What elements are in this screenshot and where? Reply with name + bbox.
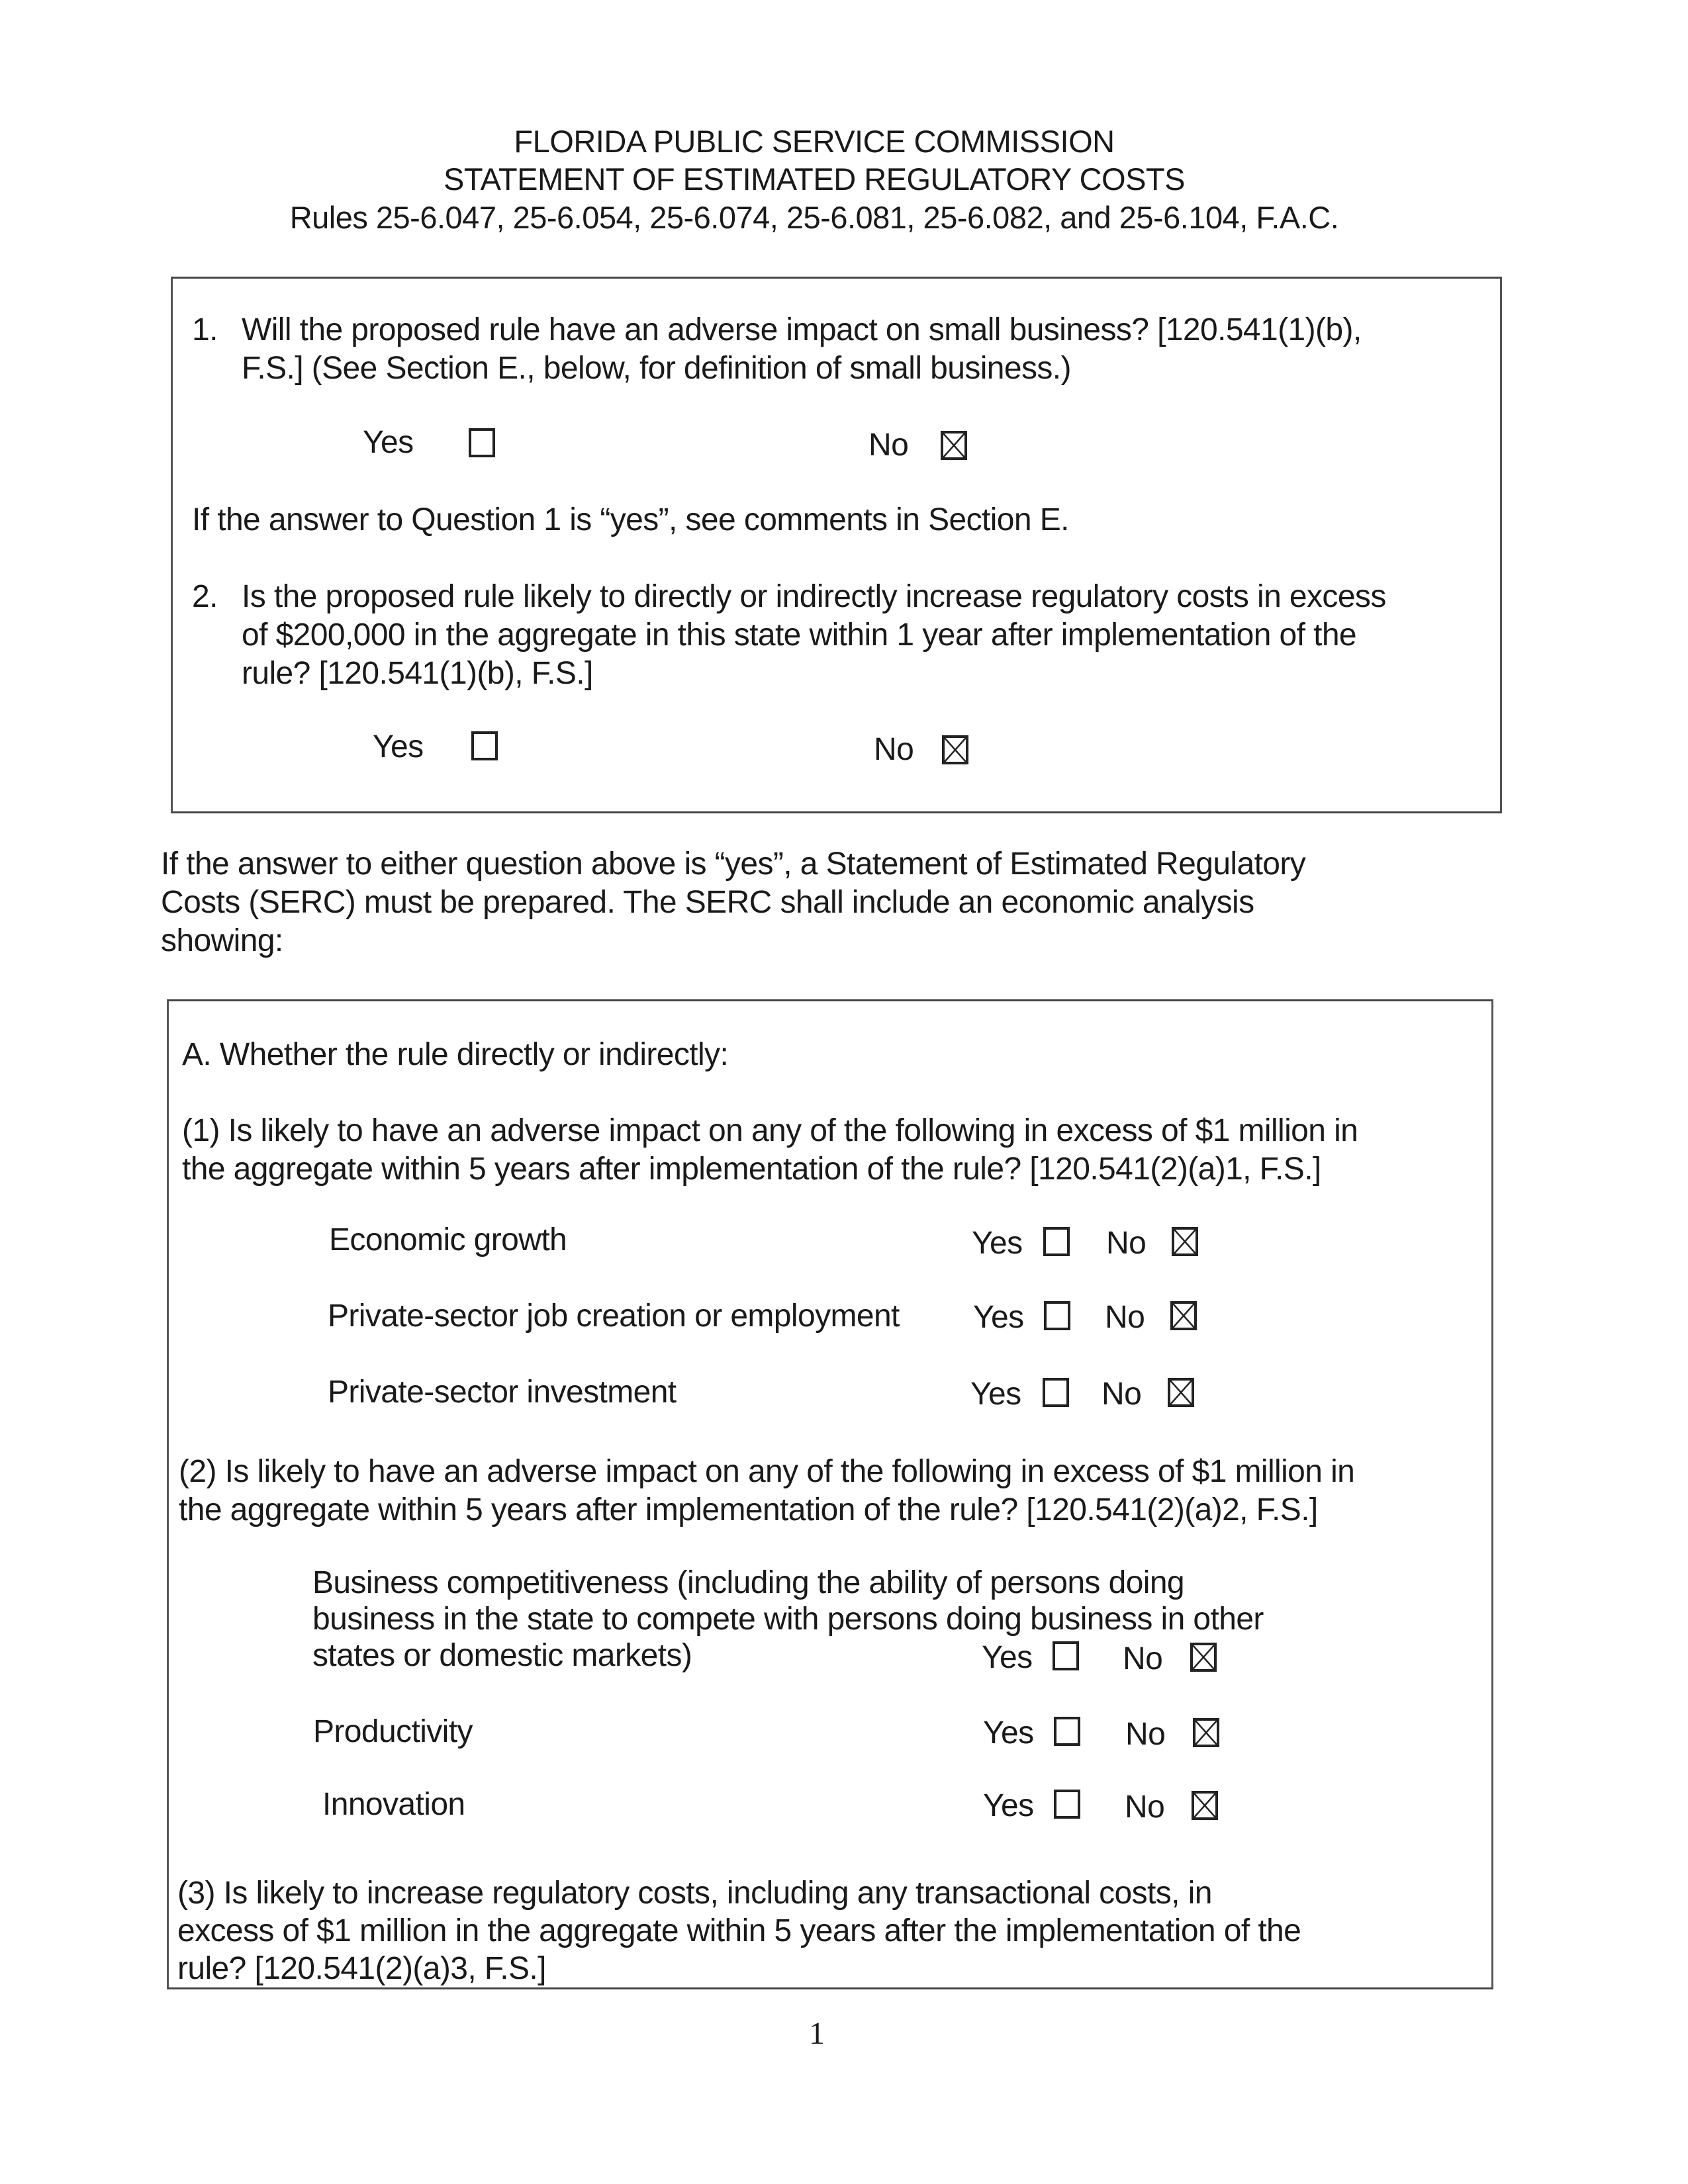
item-business-competitiveness-line2: business in the state to compete with persons doing business in other [312, 1602, 1264, 1637]
header-rules: Rules 25-6.047, 25-6.054, 25-6.074, 25-6.081, 25-6.082, and 25-6.104, F.A.C. [289, 200, 1339, 235]
q1-note: If the answer to Question 1 is “yes”, see comments in Section E. [192, 502, 1069, 537]
q2-text-line3: rule? [120.541(1)(b), F.S.] [242, 656, 593, 691]
item-business-competitiveness-line1: Business competitiveness (including the ability of persons doing [312, 1565, 1185, 1600]
economic-growth-yes-checkbox[interactable] [1043, 1227, 1070, 1256]
competitiveness-yes-checkbox[interactable] [1053, 1641, 1079, 1670]
q1-yes-checkbox[interactable] [469, 428, 495, 457]
q1-no-label: No [868, 428, 909, 463]
checkmark-x-icon [1174, 1230, 1196, 1253]
q2-no-checkbox[interactable] [942, 735, 968, 764]
job-creation-yes-label: Yes [973, 1300, 1024, 1335]
checkmark-x-icon [1173, 1304, 1194, 1328]
investment-no-label: No [1102, 1377, 1142, 1412]
item-private-investment: Private-sector investment [328, 1375, 677, 1410]
economic-growth-no-label: No [1106, 1226, 1147, 1261]
q2-no-label: No [874, 732, 914, 767]
item-innovation: Innovation [322, 1787, 465, 1822]
part3-text-line3: rule? [120.541(2)(a)3, F.S.] [177, 1951, 546, 1986]
q2-yes-label: Yes [373, 729, 424, 764]
investment-yes-label: Yes [970, 1377, 1021, 1412]
economic-growth-yes-label: Yes [972, 1226, 1023, 1261]
investment-no-checkbox[interactable] [1168, 1378, 1194, 1407]
part3-text-line2: excess of $1 million in the aggregate within 5 years after the implementation of the [177, 1913, 1301, 1948]
economic-growth-no-checkbox[interactable] [1172, 1227, 1198, 1256]
q1-number: 1. [192, 312, 218, 347]
part1-text-line2: the aggregate within 5 years after implementation of the rule? [120.541(2)(a)1, F.S.] [182, 1152, 1321, 1187]
part1-text-line1: (1) Is likely to have an adverse impact on any of the following in excess of $1 million in [182, 1113, 1358, 1148]
q1-no-checkbox[interactable] [941, 431, 967, 460]
productivity-no-label: No [1125, 1717, 1166, 1752]
competitiveness-no-checkbox[interactable] [1190, 1643, 1217, 1672]
part2-text-line2: the aggregate within 5 years after implementation of the rule? [120.541(2)(a)2, F.S.] [179, 1492, 1318, 1527]
item-business-competitiveness-line3: states or domestic markets) [312, 1638, 692, 1673]
checkmark-x-icon [1194, 1794, 1215, 1817]
item-productivity: Productivity [313, 1714, 473, 1749]
job-creation-no-checkbox[interactable] [1170, 1301, 1197, 1330]
intro-line2: Costs (SERC) must be prepared. The SERC shall include an economic analysis [161, 885, 1254, 920]
q1-text-line1: Will the proposed rule have an adverse impact on small business? [120.541(1)(b), [242, 312, 1362, 347]
competitiveness-no-label: No [1123, 1641, 1163, 1676]
checkmark-x-icon [1193, 1645, 1214, 1669]
part2-text-line1: (2) Is likely to have an adverse impact on any of the following in excess of $1 million in [179, 1454, 1355, 1489]
intro-line1: If the answer to either question above is “yes”, a Statement of Estimated Regulatory [161, 846, 1306, 882]
q2-yes-checkbox[interactable] [471, 731, 498, 760]
investment-yes-checkbox[interactable] [1043, 1378, 1069, 1407]
innovation-no-label: No [1125, 1790, 1165, 1825]
q1-text-line2: F.S.] (See Section E., below, for definition of small business.) [242, 351, 1071, 386]
productivity-yes-checkbox[interactable] [1054, 1717, 1080, 1746]
job-creation-yes-checkbox[interactable] [1044, 1301, 1070, 1330]
innovation-no-checkbox[interactable] [1192, 1791, 1218, 1820]
productivity-yes-label: Yes [983, 1715, 1034, 1751]
item-job-creation: Private-sector job creation or employment [328, 1298, 900, 1334]
item-economic-growth: Economic growth [329, 1222, 567, 1257]
productivity-no-checkbox[interactable] [1193, 1718, 1219, 1747]
checkmark-x-icon [945, 738, 966, 762]
section-a-heading: A. Whether the rule directly or indirectly: [182, 1037, 729, 1072]
header-document-title: STATEMENT OF ESTIMATED REGULATORY COSTS [444, 161, 1185, 197]
intro-line3: showing: [161, 923, 283, 958]
innovation-yes-label: Yes [983, 1788, 1034, 1823]
part3-text-line1: (3) Is likely to increase regulatory costs, including any transactional costs, in [177, 1876, 1212, 1911]
q2-number: 2. [192, 579, 218, 614]
checkmark-x-icon [1170, 1381, 1192, 1404]
q1-yes-label: Yes [363, 425, 414, 460]
checkmark-x-icon [1196, 1721, 1217, 1745]
checkmark-x-icon [943, 433, 964, 457]
page-number: 1 [809, 2016, 825, 2051]
header-commission: FLORIDA PUBLIC SERVICE COMMISSION [514, 124, 1115, 159]
competitiveness-yes-label: Yes [982, 1640, 1033, 1675]
q2-text-line2: of $200,000 in the aggregate in this state within 1 year after implementation of the [242, 617, 1357, 653]
job-creation-no-label: No [1105, 1300, 1145, 1335]
innovation-yes-checkbox[interactable] [1054, 1790, 1080, 1819]
q2-text-line1: Is the proposed rule likely to directly or indirectly increase regulatory costs in excess [242, 579, 1386, 614]
